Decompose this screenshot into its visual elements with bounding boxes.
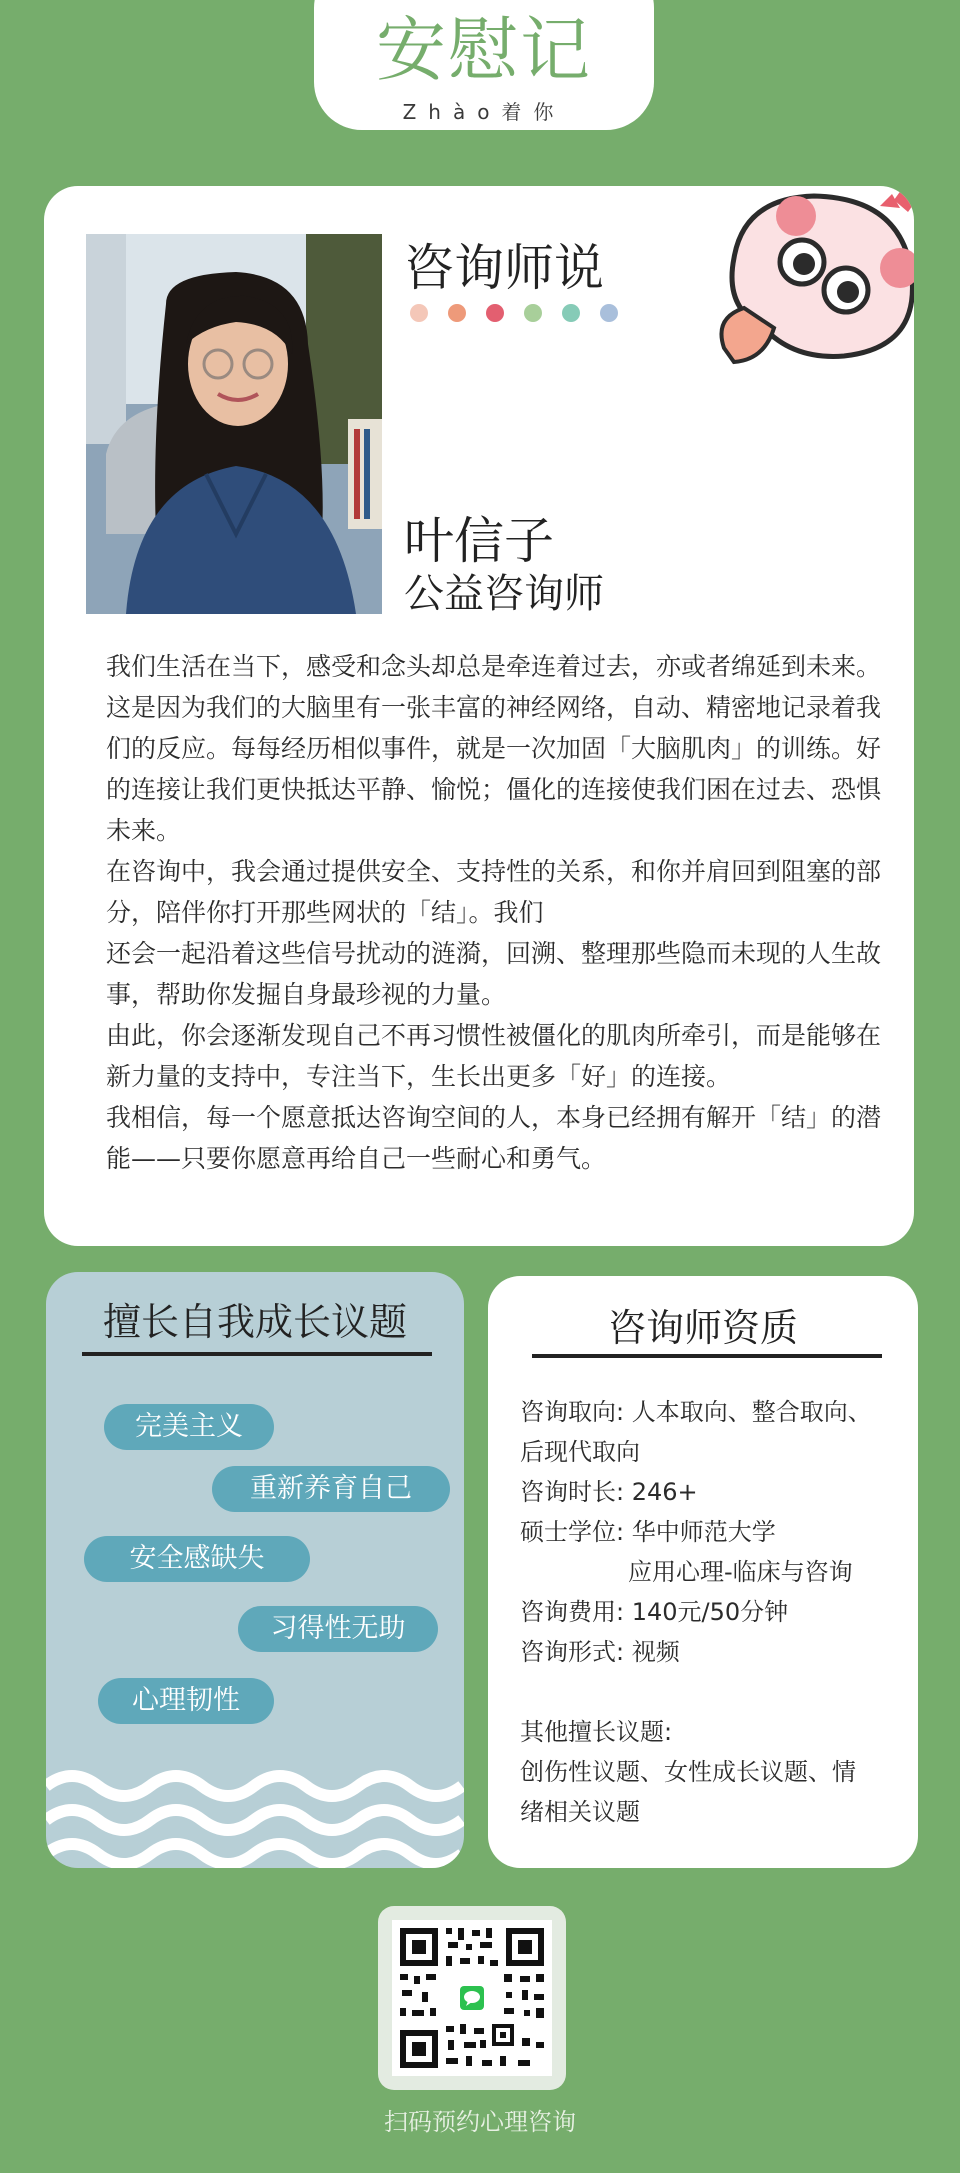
topics-card — [46, 1272, 464, 1868]
topic-tag: 安全感缺失 — [84, 1536, 310, 1582]
dot — [524, 304, 542, 322]
brand-subtitle: Zhào着你 — [402, 100, 566, 124]
other-topics-label: 其他擅长议题: — [520, 1718, 673, 1746]
topic-tag: 心理韧性 — [98, 1678, 274, 1724]
dot — [486, 304, 504, 322]
brand-header — [314, 0, 654, 130]
orientation-line: 后现代取向 — [520, 1438, 640, 1466]
hours-line: 咨询时长: 246+ — [520, 1478, 698, 1506]
topics-title: 擅长自我成长议题 — [102, 1300, 407, 1344]
other-topics-line: 创伤性议题、女性成长议题、情 — [520, 1758, 856, 1786]
bio-paragraph: 还会一起沿着这些信号扰动的涟漪，回溯、整理那些隐而未现的人生故事，帮助你发掘自身最珍视的力量。 — [106, 939, 882, 1009]
counselor-name: 叶信子 — [404, 512, 554, 570]
bio-paragraph: 我相信，每一个愿意抵达咨询空间的人，本身已经拥有解开「结」的潜能——只要你愿意再给自己一些耐心和勇气。 — [106, 1103, 882, 1173]
qualifications-title: 咨询师资质 — [607, 1306, 798, 1350]
degree-line: 应用心理-临床与咨询 — [628, 1558, 853, 1586]
bio-paragraph: 由此，你会逐渐发现自己不再习惯性被僵化的肌肉所牵引，而是能够在新力量的支持中，专注当下，生长出更多「好」的连接。 — [106, 1021, 882, 1091]
topic-tag: 习得性无助 — [238, 1606, 438, 1652]
brand-title: 安慰记 — [376, 9, 592, 91]
bio-paragraph: 这是因为我们的大脑里有一张丰富的神经网络，自动、精密地记录着我们的反应。每每经历相似事件，就是一次加固「大脑肌肉」的训练。好的连接让我们更快抵达平静、愉悦；僵化的连接使我们困在过去、恐惧未来。 — [106, 693, 882, 845]
counselor-photo — [86, 234, 382, 614]
dot — [448, 304, 466, 322]
other-topics-line: 绪相关议题 — [520, 1798, 640, 1826]
title-underline — [82, 1352, 432, 1356]
title-underline — [532, 1354, 882, 1358]
profile-card — [44, 186, 914, 1246]
section-heading: 咨询师说 — [404, 239, 604, 297]
orientation-line: 咨询取向: 人本取向、整合取向、 — [520, 1398, 872, 1426]
spacer — [520, 1672, 900, 1712]
format-line: 咨询形式: 视频 — [520, 1638, 680, 1666]
bio-paragraph: 我们生活在当下，感受和念头却总是牵连着过去，亦或者绵延到未来。 — [106, 652, 882, 681]
bio-paragraph: 在咨询中，我会通过提供安全、支持性的关系，和你并肩回到阻塞的部分，陪伴你打开那些网状的「结」。我们 — [106, 857, 882, 927]
qr-code[interactable] — [392, 1920, 552, 2076]
qualifications-card — [488, 1276, 918, 1868]
fee-line: 咨询费用: 140元/50分钟 — [520, 1598, 789, 1626]
qr-code-frame — [378, 1906, 566, 2090]
counselor-bio — [106, 646, 886, 1179]
dot — [562, 304, 580, 322]
qr-caption: 扫码预约心理咨询 — [384, 2108, 576, 2136]
mascot-illustration — [704, 186, 914, 378]
degree-line: 硕士学位: 华中师范大学 — [520, 1518, 776, 1546]
dot — [600, 304, 618, 322]
wave-decoration — [46, 1758, 464, 1868]
dot — [410, 304, 428, 322]
decorative-dots — [410, 304, 618, 322]
topic-tag: 完美主义 — [104, 1404, 274, 1450]
qualifications-list — [520, 1392, 900, 1832]
counselor-role: 公益咨询师 — [404, 571, 604, 617]
topic-tag: 重新养育自己 — [212, 1466, 450, 1512]
